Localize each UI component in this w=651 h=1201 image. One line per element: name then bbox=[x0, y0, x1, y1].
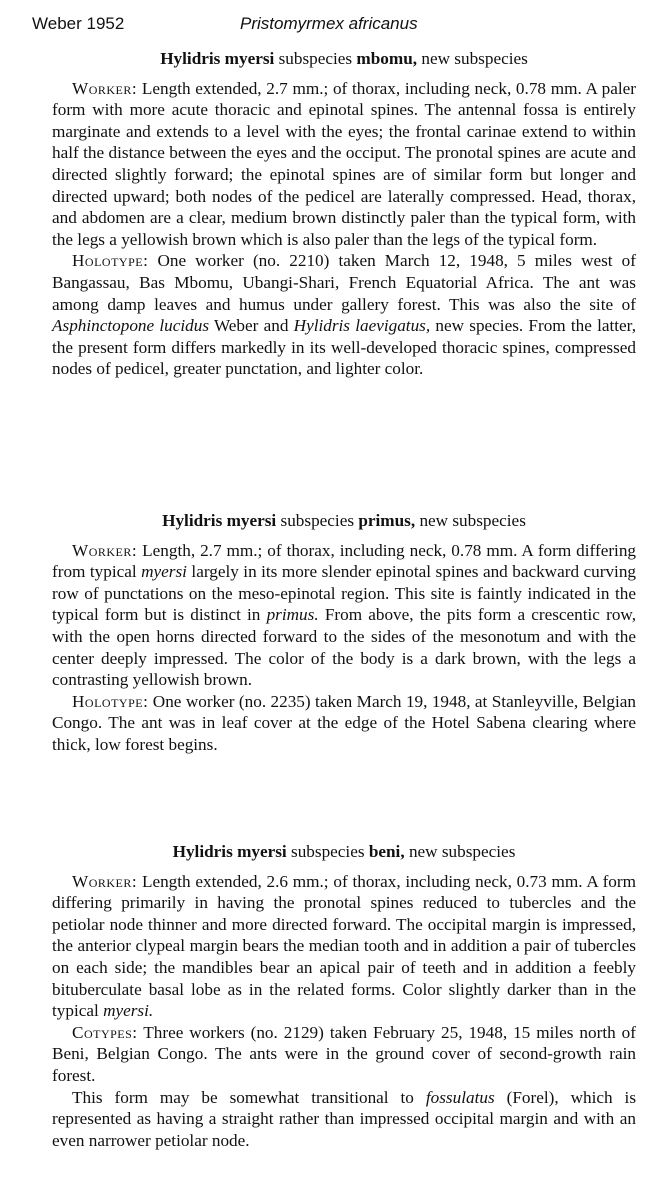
heading-subspecies: mbomu, bbox=[356, 49, 418, 68]
worker-label: Worker: bbox=[72, 871, 138, 891]
taxon-name-italic: myersi. bbox=[103, 1001, 154, 1021]
running-head-author: Weber 1952 bbox=[32, 14, 125, 33]
worker-label: Worker: bbox=[72, 540, 138, 560]
heading-status: new subspecies bbox=[421, 49, 528, 68]
heading-genus: Hylidris bbox=[162, 511, 223, 530]
worker-paragraph bbox=[52, 540, 636, 691]
note-text: (Forel), which is represented as having a straight rather than impressed occipital margin and with an even narrower petiolar node. bbox=[52, 1087, 637, 1150]
worker-text: From above, the pits form a crescentic row, with the open horns directed forward to the sides of the mesonotum and with the center deeply impressed. The color of the body is a dark brown, with the legs a contrasting yellowish brown. bbox=[52, 605, 637, 690]
taxon-name-italic: fossulatus bbox=[425, 1087, 495, 1107]
worker-text: Length extended, 2.6 mm.; of thorax, including neck, 0.73 mm. A form differing primarily in having the pronotal spines reduced to tubercles and the petiolar node thinner and more directed forward. The occipital margin is impressed, the anterior clypeal margin bears the median tooth and in addition a pair of tubercles on each side; the mandibles bear an apical pair of teeth and in addition a feebly bituberculate basal lobe as in the related forms. Color slightly darker than in the typical bbox=[52, 871, 636, 1021]
worker-paragraph bbox=[52, 871, 636, 1022]
heading-species: myersi bbox=[226, 511, 277, 530]
heading-status: new subspecies bbox=[408, 842, 516, 861]
section-primus bbox=[52, 510, 636, 756]
holotype-label: Holotype: bbox=[72, 691, 149, 711]
taxon-name-italic: Asphinctopone lucidus bbox=[52, 316, 210, 336]
note-paragraph bbox=[52, 1087, 636, 1152]
section-heading bbox=[52, 48, 636, 70]
taxon-name-italic: myersi bbox=[141, 562, 187, 582]
holotype-text: One worker (no. 2210) taken March 12, 1948, 5 miles west of Bangassau, Bas Mbomu, Ubangi-Shari, French Equatorial Africa. The ant was among damp leaves and humus under gallery forest. This was also the site of bbox=[52, 251, 636, 314]
running-head-taxon: Pristomyrmex africanus bbox=[240, 14, 418, 33]
cotypes-paragraph bbox=[52, 1022, 636, 1087]
holotype-paragraph bbox=[52, 691, 636, 756]
holotype-paragraph bbox=[52, 250, 636, 380]
holotype-text: One worker (no. 2235) taken March 19, 1948, at Stanleyville, Belgian Congo. The ant was in leaf cover at the edge of the Hotel Sabena clearing where thick, low forest begins. bbox=[52, 691, 636, 754]
heading-status: new subspecies bbox=[419, 511, 526, 530]
heading-subspecies: beni, bbox=[368, 842, 405, 861]
taxon-name-italic: Hylidris laevigatus, bbox=[293, 316, 431, 336]
worker-text: Length, 2.7 mm.; of thorax, including neck, 0.78 mm. A form differing from typical bbox=[52, 540, 637, 582]
heading-rank: subspecies bbox=[278, 49, 353, 68]
section-beni bbox=[52, 841, 636, 1151]
worker-text: Length extended, 2.7 mm.; of thorax, including neck, 0.78 mm. A paler form with more acute thoracic and epinotal spines. The antennal fossa is entirely marginate and extends to a level with the eyes; the frontal carinae extend to within half the distance between the eyes and the occiput. The pronotal spines are acute and directed slightly forward; the epinotal spines are of similar form but longer and directed upward; both nodes of the pedicel are laterally compressed. Head, thorax, and abdomen are a clear, medium brown distinctly paler than the typical form, with the legs a yellowish brown which is also paler than the legs of the typical form. bbox=[52, 78, 636, 249]
cotypes-text: Three workers (no. 2129) taken February 25, 1948, 15 miles north of Beni, Belgian Congo. The ants were in the ground cover of second-growth rain forest. bbox=[52, 1022, 636, 1085]
taxon-name-italic: primus. bbox=[266, 605, 319, 625]
heading-species: myersi bbox=[237, 842, 287, 861]
holotype-text: Weber and bbox=[213, 316, 289, 336]
heading-species: myersi bbox=[224, 49, 275, 68]
heading-genus: Hylidris bbox=[160, 49, 221, 68]
worker-text: largely in its more slender epinotal spines and backward curving row of punctations on the meso-epinotal region. This site is faintly indicated in the typical form but is distinct in bbox=[52, 562, 637, 625]
heading-genus: Hylidris bbox=[172, 842, 233, 861]
cotypes-label: Cotypes: bbox=[72, 1022, 138, 1042]
section-heading bbox=[52, 841, 636, 863]
section-mbomu bbox=[52, 48, 636, 380]
heading-rank: subspecies bbox=[291, 842, 365, 861]
note-text: This form may be somewhat transitional to bbox=[72, 1087, 414, 1107]
heading-rank: subspecies bbox=[280, 511, 355, 530]
holotype-label: Holotype: bbox=[72, 251, 149, 271]
heading-subspecies: primus, bbox=[358, 511, 416, 530]
section-heading bbox=[52, 510, 636, 532]
holotype-text: new species. From the latter, the present form differs markedly in its well-developed thoracic spines, compressed nodes of pedicel, greater punctation, and lighter color. bbox=[52, 316, 637, 379]
running-head bbox=[32, 14, 641, 38]
worker-paragraph bbox=[52, 78, 636, 251]
worker-label: Worker: bbox=[72, 78, 138, 98]
